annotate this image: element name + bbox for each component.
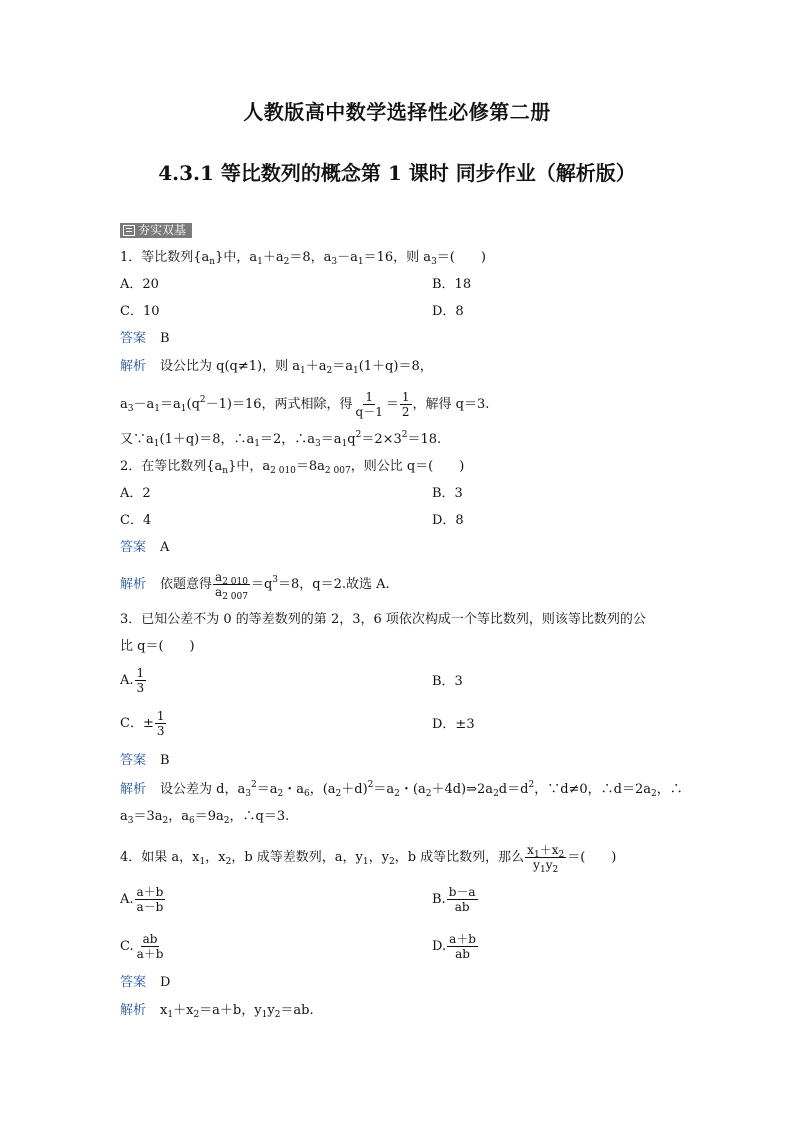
analysis-label: 解析 xyxy=(120,1003,147,1018)
q1-option-d: D．8 xyxy=(432,304,464,319)
q1-stem: 1．等比数列$\{a_n\}$中，$a_1+a_2=8$，$a_3-a_1=16$，则 $a_3=$( ) xyxy=(120,250,486,267)
answer-label: 答案 xyxy=(120,753,147,768)
fraction: $\frac{1}{3}$ xyxy=(156,709,165,738)
fraction: $\frac{1}{2}$ xyxy=(401,390,410,419)
q3-analysis-line2: $a_3=3a_2$，$a_6=9a_2$，∴q＝3. xyxy=(120,809,290,826)
answer-label: 答案 xyxy=(120,975,147,990)
q3-option-a: A. $\frac{1}{3}$ xyxy=(120,666,145,695)
fraction: $\frac{1}{3}$ xyxy=(136,666,145,695)
q4-option-c: C. $\frac{ab}{a+b}$ xyxy=(120,932,164,961)
q2-option-d: D．8 xyxy=(432,513,464,528)
q2-answer: 答案 A xyxy=(120,540,170,555)
analysis-label: 解析 xyxy=(120,359,147,374)
q3-stem-line2: 比 q＝( ) xyxy=(120,639,195,654)
section-tag-label: 夯实双基 xyxy=(138,223,187,237)
fraction: $\frac{b-a}{ab}$ xyxy=(448,885,476,914)
section-tag xyxy=(120,223,192,238)
q2-stem: 2．在等比数列$\{a_n\}$中，$a_{2 010}=8a_{2 007}$，则公比 q＝( ) xyxy=(120,459,465,476)
q1-option-c: C．10 xyxy=(120,304,160,319)
q3-option-d: D．±3 xyxy=(432,717,475,732)
q2-option-c: C．4 xyxy=(120,513,152,528)
q1-analysis-line3: 又$\because a_1(1+q)=8$，$\therefore a_1=2$，$\therefore a_3=a_1q^2=2\times 3^2=18$. xyxy=(120,430,442,449)
document-title: 人教版高中数学选择性必修第二册 xyxy=(243,100,551,124)
fraction: $\frac{a+b}{ab}$ xyxy=(449,932,476,961)
q3-option-c: C．± $\frac{1}{3}$ xyxy=(120,709,165,738)
q4-stem: 4．如果 a，$x_1$，$x_2$，b 成等差数列，a，$y_1$，$y_2$，b 成等比数列，那么 $\frac{x_1+x_2}{y_1y_2}$ ＝( ) xyxy=(120,843,617,875)
fraction: $\frac{a_{2 010}}{a_{2 007}}$ xyxy=(215,570,248,602)
q1-analysis-line2: $a_3-a_1=a_1(q^2-1)=16$，两式相除，得 $\frac{1}{q-1}$ ＝ $\frac{1}{2}$ ，解得 q＝3. xyxy=(120,390,490,419)
document-icon xyxy=(123,225,135,236)
q3-analysis-line1: 解析 设公差为 d，$a_3^2=a_2$・$a_6$，$(a_2+d)^2=a_2$・$(a_2+4d)\Rightarrow 2a_2d=d^2$，∵d≠0，$\therefore d=2a_2$，∴ xyxy=(120,780,683,799)
q3-stem-line1: 3．已知公差不为 0 的等差数列的第 2，3，6 项依次构成一个等比数列，则该等比数列的公 xyxy=(120,612,646,627)
q4-answer: 答案 D xyxy=(120,975,171,990)
document-subtitle: 4.3.1 等比数列的概念第 1 课时 同步作业（解析版） xyxy=(158,161,636,185)
fraction: $\frac{ab}{a+b}$ xyxy=(136,932,164,961)
q2-option-b: B．3 xyxy=(432,486,463,501)
q1-option-b: B．18 xyxy=(432,277,472,292)
q2-analysis: 解析 依题意得 $\frac{a_{2 010}}{a_{2 007}}$ $=q^3=8$，q＝2.故选 A. xyxy=(120,570,390,602)
q3-answer: 答案 B xyxy=(120,753,170,768)
analysis-label: 解析 xyxy=(120,782,147,797)
q4-option-b: B. $\frac{b-a}{ab}$ xyxy=(432,885,476,914)
q4-option-d: D. $\frac{a+b}{ab}$ xyxy=(432,932,476,961)
q1-option-a: A．20 xyxy=(120,277,159,292)
fraction: $\frac{x_1+x_2}{y_1y_2}$ xyxy=(527,843,565,875)
q1-analysis-line1: 解析 设公比为 q(q≠1)，则 $a_1+a_2=a_1(1+q)=8$， xyxy=(120,359,433,376)
analysis-label: 解析 xyxy=(120,577,147,592)
q2-option-a: A．2 xyxy=(120,486,151,501)
answer-label: 答案 xyxy=(120,331,147,346)
q4-analysis: 解析 $x_1+x_2=a+b$，$y_1y_2=ab$. xyxy=(120,1003,314,1020)
q3-option-b: B．3 xyxy=(432,674,463,689)
fraction: $\frac{1}{q-1}$ xyxy=(355,390,383,419)
q1-answer: 答案 B xyxy=(120,331,170,346)
fraction: $\frac{a+b}{a-b}$ xyxy=(136,885,164,914)
answer-label: 答案 xyxy=(120,540,147,555)
q4-option-a: A. $\frac{a+b}{a-b}$ xyxy=(120,885,164,914)
